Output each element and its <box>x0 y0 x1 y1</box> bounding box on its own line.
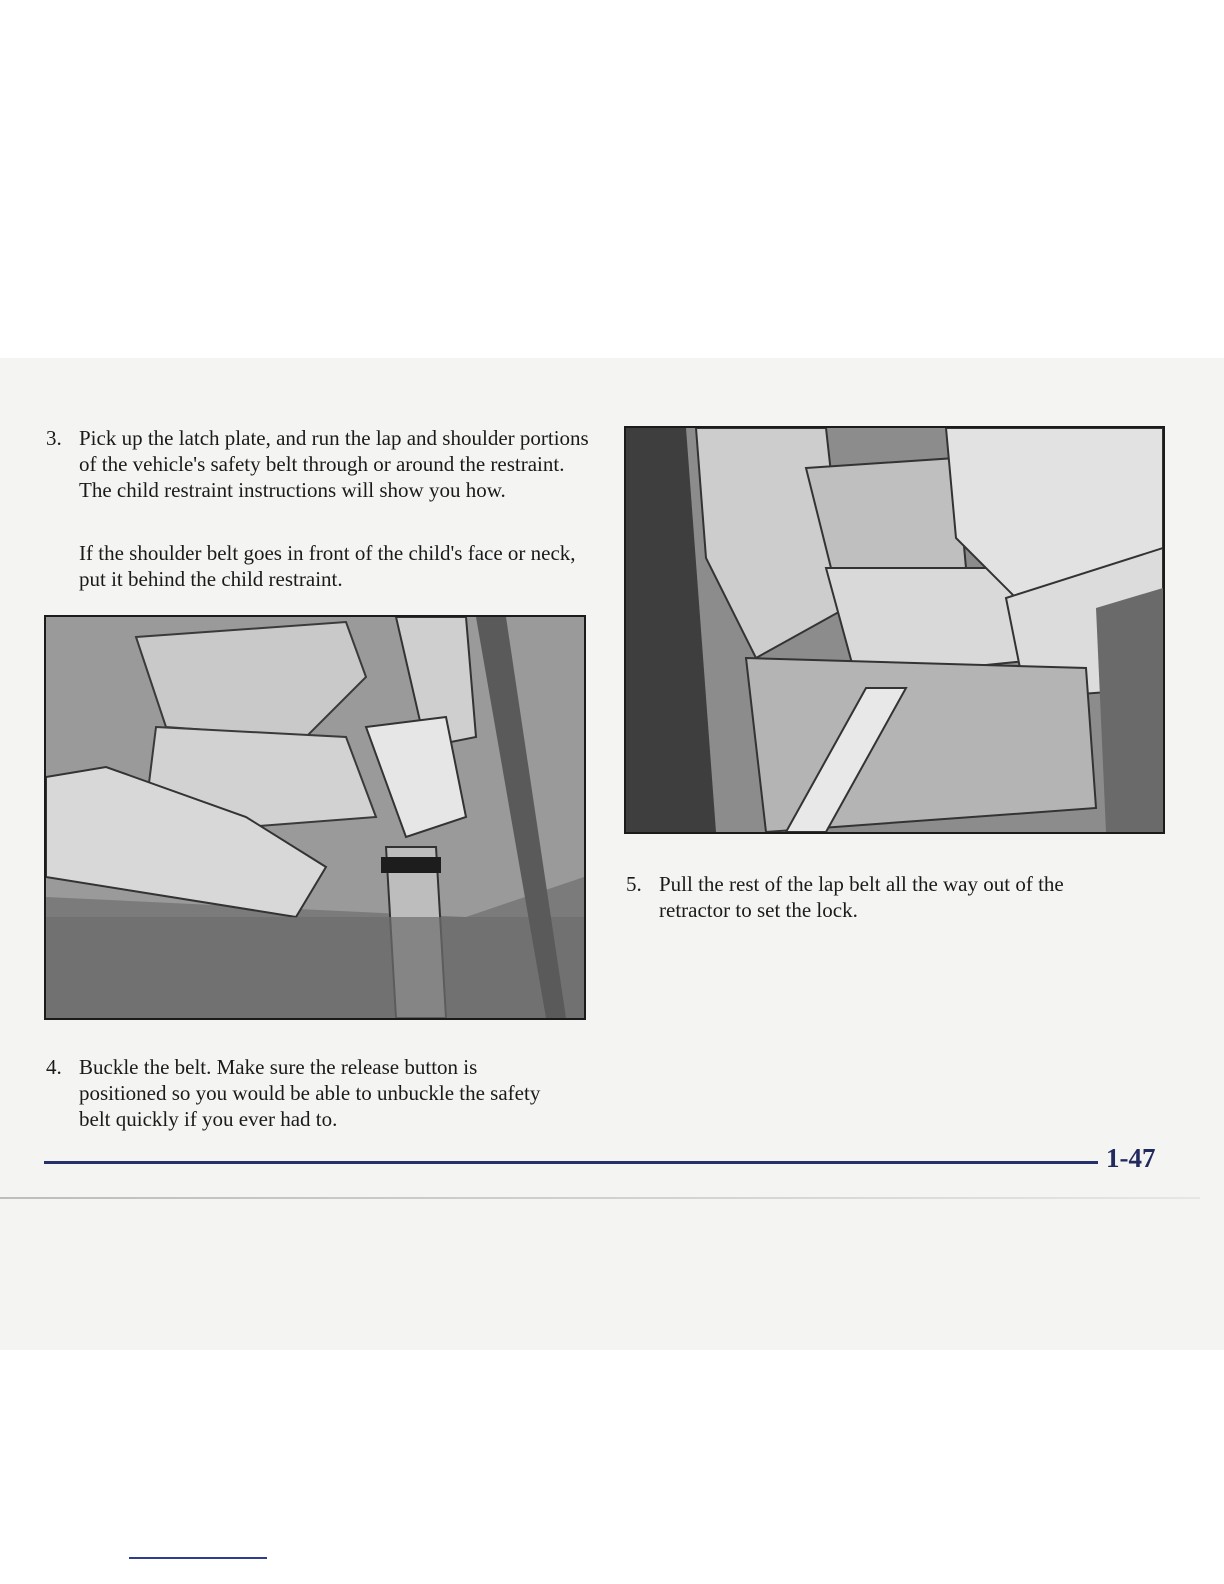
illustration-buckle-belt-drawing <box>46 617 584 1018</box>
footer-rule <box>44 1161 1098 1164</box>
step-3 <box>46 425 589 503</box>
page-number: 1-47 <box>1106 1143 1156 1173</box>
illustration-buckle-belt <box>44 615 586 1020</box>
step-5 <box>626 871 1129 923</box>
step-3-text: Pick up the latch plate, and run the lap and shoulder portions of the vehicle's safety belt through or around the restraint. The child restraint instructions will show you how. <box>79 426 589 502</box>
illustration-pull-lap-belt <box>624 426 1165 834</box>
page-edge-line <box>0 1197 1200 1199</box>
illustration-pull-lap-belt-drawing <box>626 428 1163 832</box>
step-3-note: If the shoulder belt goes in front of the child's face or neck, put it behind the child restraint. <box>79 541 576 591</box>
step-3-number: 3. <box>46 426 62 450</box>
step-5-number: 5. <box>626 872 642 896</box>
step-4 <box>46 1054 559 1132</box>
step-4-text: Buckle the belt. Make sure the release button is positioned so you would be able to unbuckle the safety belt quickly if you ever had to. <box>79 1055 541 1131</box>
footer-underline <box>129 1557 267 1559</box>
step-4-number: 4. <box>46 1055 62 1079</box>
step-5-text: Pull the rest of the lap belt all the way out of the retractor to set the lock. <box>659 872 1064 922</box>
